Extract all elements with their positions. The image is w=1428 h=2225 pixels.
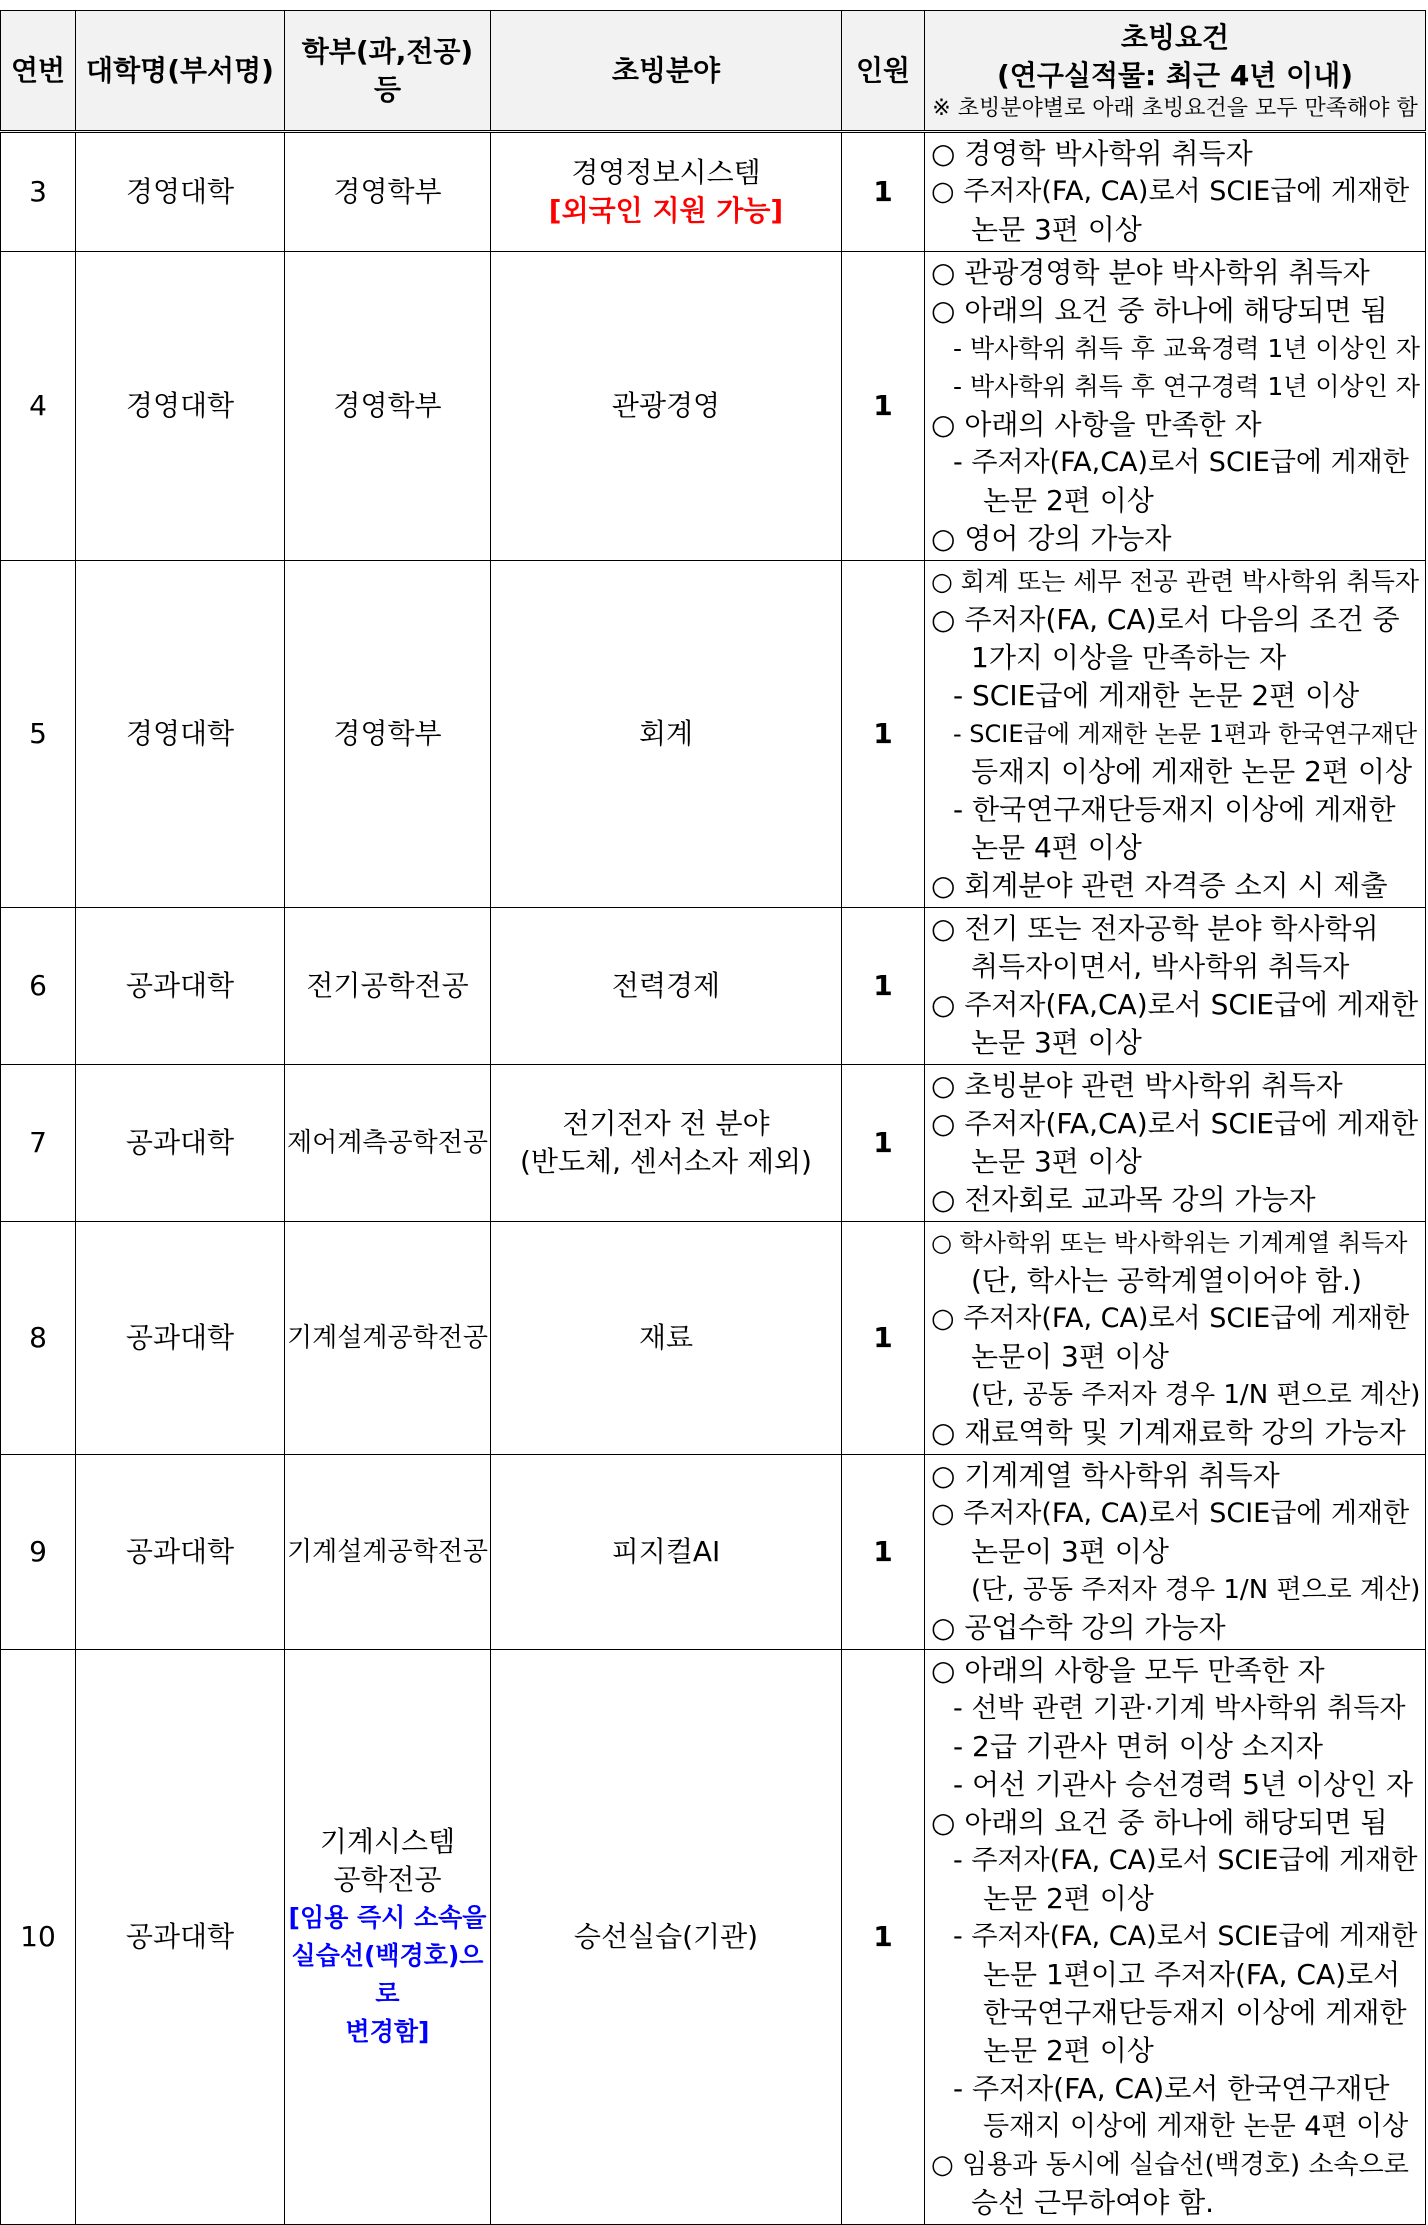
table-row [1,1455,1426,1650]
table-row [1,252,1426,561]
row-count: 1 [842,1222,925,1455]
dept-line: 기계시스템 [319,1825,456,1858]
req-line: 논문 1편이고 주저자(FA, CA)로서 [983,1958,1401,1991]
req-line: ○ 학사학위 또는 박사학위는 기계계열 취득자 [931,1229,1408,1257]
req-line: ○ 주저자(FA, CA)로서 SCIE급에 게재한 [931,176,1410,207]
row-field [491,1065,842,1222]
header-req-title: 초빙요건 [1120,20,1230,54]
row-requirements [925,908,1426,1065]
req-line: ○ 전자회로 교과목 강의 가능자 [931,1183,1316,1216]
field-name: 경영정보시스템 [571,156,761,189]
row-field: 승선실습(기관) [491,1650,842,2225]
row-dept: 경영학부 [285,561,491,908]
req-line: ○ 임용과 동시에 실습선(백경호) 소속으로 [931,2150,1409,2180]
req-line: - 선박 관련 기관·기계 박사학위 취득자 [953,1693,1406,1724]
req-line: ○ 재료역학 및 기계재료학 강의 가능자 [931,1416,1406,1449]
row-dept: 경영학부 [285,252,491,561]
req-line: - 어선 기관사 승선경력 5년 이상인 자 [953,1768,1413,1801]
req-line: 승선 근무하여야 함. [971,2186,1215,2219]
field-note: (반도체, 센서소자 제외) [520,1145,812,1178]
req-line: - 주저자(FA, CA)로서 SCIE급에 게재한 [953,1845,1418,1876]
req-line: 1가지 이상을 만족하는 자 [971,641,1286,674]
req-line: - 주저자(FA,CA)로서 SCIE급에 게재한 [953,447,1409,478]
req-line: ○ 전기 또는 전자공학 분야 학사학위 [931,912,1379,945]
req-line: 논문이 3편 이상 [971,1535,1169,1568]
header-dept: 학부(과,전공) 등 [285,11,491,132]
row-no: 9 [1,1455,76,1650]
req-line: ○ 아래의 사항을 모두 만족한 자 [931,1654,1325,1687]
req-line: ○ 회계분야 관련 자격증 소지 시 제출 [931,869,1388,902]
row-count: 1 [842,1065,925,1222]
req-line: ○ 주저자(FA, CA)로서 SCIE급에 게재한 [931,1498,1410,1529]
req-line: ○ 회계 또는 세무 전공 관련 박사학위 취득자 [931,567,1419,596]
req-line: 논문 2편 이상 [983,1882,1154,1915]
header-no: 연번 [1,11,76,132]
row-college: 공과대학 [76,1222,285,1455]
req-line: - 한국연구재단등재지 이상에 게재한 [953,793,1396,826]
row-field: 관광경영 [491,252,842,561]
row-count: 1 [842,1650,925,2225]
row-no: 8 [1,1222,76,1455]
req-line: (단, 공동 주저자 경우 1/N 편으로 계산) [971,1575,1421,1605]
row-requirements [925,252,1426,561]
req-line: 논문 3편 이상 [971,1145,1142,1178]
req-line: ○ 관광경영학 분야 박사학위 취득자 [931,256,1370,289]
req-line: ○ 영어 강의 가능자 [931,522,1172,555]
row-no: 3 [1,132,76,252]
header-count: 인원 [842,11,925,132]
req-line: ○ 기계계열 학사학위 취득자 [931,1459,1280,1492]
header-college: 대학명(부서명) [76,11,285,132]
req-line: 논문 3편 이상 [971,1026,1142,1059]
header-requirements [925,11,1426,132]
req-line: - 주저자(FA, CA)로서 한국연구재단 [953,2072,1390,2105]
row-field [491,132,842,252]
dept-note: [임용 즉시 소속을 [288,1903,487,1932]
req-line: ○ 주저자(FA, CA)로서 SCIE급에 게재한 [931,1303,1410,1334]
row-dept: 제어계측공학전공 [285,1065,491,1222]
row-count: 1 [842,1455,925,1650]
req-line: 한국연구재단등재지 이상에 게재한 [983,1996,1407,2029]
req-line: ○ 초빙분야 관련 박사학위 취득자 [931,1069,1343,1102]
header-field: 초빙분야 [491,11,842,132]
row-no: 7 [1,1065,76,1222]
row-no: 4 [1,252,76,561]
table-row [1,908,1426,1065]
row-count: 1 [842,252,925,561]
req-line: 논문 4편 이상 [971,831,1142,864]
req-line: 논문 2편 이상 [983,2034,1154,2067]
field-name: 전기전자 전 분야 [562,1107,770,1140]
header-row [1,11,1426,132]
req-line: ○ 아래의 사항을 만족한 자 [931,408,1262,441]
table-row [1,1650,1426,2225]
req-line: ○ 아래의 요건 중 하나에 해당되면 됨 [931,1806,1388,1839]
field-note: [외국인 지원 가능] [548,194,784,227]
req-line: - 박사학위 취득 후 교육경력 1년 이상인 자 [953,334,1420,363]
recruitment-table [0,10,1426,2225]
dept-note: 변경함] [345,2017,430,2046]
row-college: 경영대학 [76,561,285,908]
row-no: 5 [1,561,76,908]
req-line: 논문 3편 이상 [971,213,1142,246]
dept-line: 공학전공 [333,1863,442,1896]
row-dept: 경영학부 [285,132,491,252]
row-requirements [925,1455,1426,1650]
req-line: - 박사학위 취득 후 연구경력 1년 이상인 자 [953,372,1420,401]
req-line: - 2급 기관사 면허 이상 소지자 [953,1730,1323,1763]
row-dept: 기계설계공학전공 [285,1222,491,1455]
req-line: ○ 공업수학 강의 가능자 [931,1611,1226,1644]
req-line: 논문 2편 이상 [983,484,1154,517]
req-line: - SCIE급에 게재한 논문 1편과 한국연구재단 [953,720,1418,748]
row-college: 공과대학 [76,1065,285,1222]
row-requirements [925,132,1426,252]
row-count: 1 [842,561,925,908]
row-field: 피지컬AI [491,1455,842,1650]
req-line: - 주저자(FA, CA)로서 SCIE급에 게재한 [953,1921,1418,1952]
req-line: 등재지 이상에 게재한 논문 2편 이상 [971,755,1412,788]
req-line: ○ 아래의 요건 중 하나에 해당되면 됨 [931,294,1388,327]
req-line: ○ 주저자(FA, CA)로서 다음의 조건 중 [931,603,1400,636]
row-requirements [925,1222,1426,1455]
row-field: 회계 [491,561,842,908]
req-line: 논문이 3편 이상 [971,1340,1169,1373]
row-dept: 기계설계공학전공 [285,1455,491,1650]
row-requirements [925,561,1426,908]
row-field: 전력경제 [491,908,842,1065]
row-requirements [925,1650,1426,2225]
row-dept: 전기공학전공 [285,908,491,1065]
row-no: 10 [1,1650,76,2225]
row-count: 1 [842,132,925,252]
req-line: ○ 주저자(FA,CA)로서 SCIE급에 게재한 [931,1107,1419,1140]
row-college: 공과대학 [76,1455,285,1650]
row-college: 경영대학 [76,132,285,252]
header-req-note: ※ 초빙분야별로 아래 초빙요건을 모두 만족해야 함 [932,95,1418,121]
row-requirements [925,1065,1426,1222]
row-college: 경영대학 [76,252,285,561]
req-line: 취득자이면서, 박사학위 취득자 [971,950,1350,983]
table-row [1,561,1426,908]
req-line: - SCIE급에 게재한 논문 2편 이상 [953,679,1360,712]
dept-note: 실습선(백경호)으로 [291,1941,484,2008]
row-college: 공과대학 [76,908,285,1065]
req-line: (단, 학사는 공학계열이어야 함.) [971,1264,1362,1297]
row-field: 재료 [491,1222,842,1455]
table-row [1,132,1426,252]
req-line: ○ 주저자(FA,CA)로서 SCIE급에 게재한 [931,988,1419,1021]
table-row [1,1065,1426,1222]
row-college: 공과대학 [76,1650,285,2225]
req-line: ○ 경영학 박사학위 취득자 [931,137,1253,170]
row-count: 1 [842,908,925,1065]
req-line: 등재지 이상에 게재한 논문 4편 이상 [983,2111,1409,2142]
req-line: (단, 공동 주저자 경우 1/N 편으로 계산) [971,1380,1421,1410]
table-row [1,1222,1426,1455]
row-no: 6 [1,908,76,1065]
header-req-sub: (연구실적물: 최근 4년 이내) [997,58,1353,92]
row-dept [285,1650,491,2225]
